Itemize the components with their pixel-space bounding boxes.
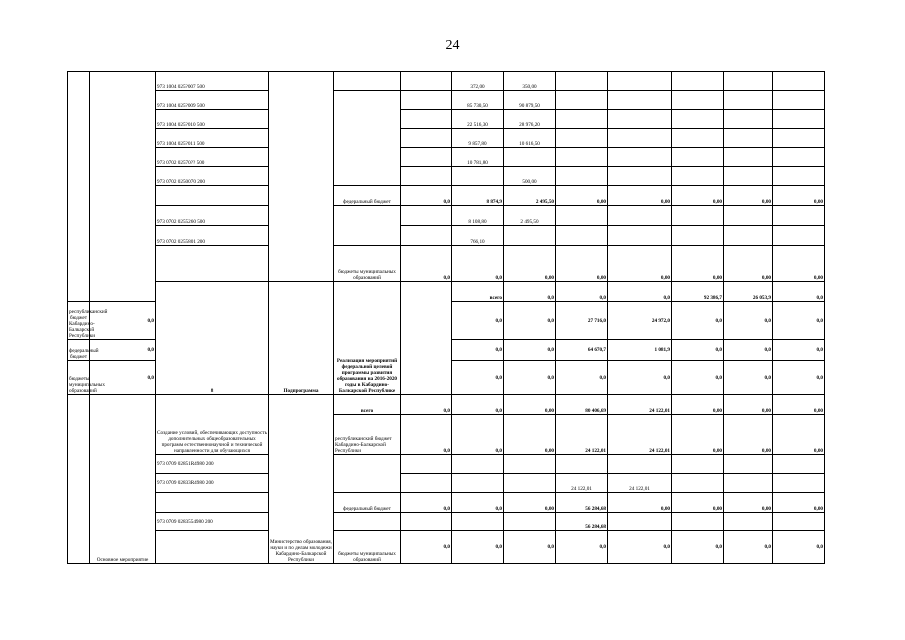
table-row: 973 1004 025?011 500 9 857,80 10 616,50: [68, 129, 825, 148]
federal-budget-label: федеральный бюджет: [334, 493, 401, 513]
table-row: бюджеты муниципальных образований 0,0 0,0 0,0 0,0 0,0 0,0 0,0 0,0: [68, 531, 825, 564]
total-label: всего: [334, 395, 401, 415]
budget-table: [67, 71, 825, 564]
budget-code: 973 0702 0255260 500: [156, 206, 269, 226]
table-row: 973 0702 0250070 200 500,00: [68, 167, 825, 186]
table-row: 973 1004 025?007 500 372,00 350,00: [68, 72, 825, 91]
row-type: Подпрограмма: [269, 282, 334, 395]
table-row: Основное мероприятие Создание условий, обеспечивающих доступность дополнительных общеобразовательных программ естественнонаучной и технической направленности для обучающихся Министерство образования, науки и по делам молодежи Кабардино-Балкарской Республики всего 0,0 0,0 0,00 80 406,69 24 122,01 0,00 0,00 0,00: [68, 395, 825, 415]
municipal-budget-label: бюджеты муниципальных образований: [68, 361, 90, 395]
table-row: федеральный бюджет 0,0 0,0 0,00 56 284,68 0,00 0,00 0,00 0,00: [68, 493, 825, 513]
table-row: 8 Подпрограмма Реализация мероприятий федеральной целевой программы развития образования на 2016-2020 годы в Кабардино-Балкарской Республике всего 0,0 0,0 0,0 92 386,7 26 053,9 0,0: [68, 282, 825, 302]
table-row: 973 0709 0283554980 200 56 284,68: [68, 513, 825, 531]
budget-code: 973 1004 025?010 500: [156, 110, 269, 129]
budget-code: 973 0709 02851R4980 200: [156, 455, 269, 474]
table-row: республиканский бюджет Кабардино-Балкарской Республики 0,0 0,0 0,0 27 716,0 24 972,0 0,0 0,0 0,0: [68, 302, 825, 340]
budget-code: 973 0702 02570?? 500: [156, 148, 269, 167]
budget-code: 973 0709 02833R4980 200: [156, 474, 269, 493]
budget-code: 973 1004 025?009 500: [156, 91, 269, 110]
responsible-executor: Министерство образования, науки и по делам молодежи Кабардино-Балкарской Республики: [269, 395, 334, 564]
municipal-budget-label: бюджеты муниципальных образований: [334, 531, 401, 564]
row-type: Основное мероприятие: [90, 395, 156, 564]
table-row: 973 0709 02833R4980 200 24 122,01 24 122,01: [68, 474, 825, 493]
federal-budget-label: федеральный бюджет: [68, 340, 90, 361]
table-row: 973 0702 0255801 200 766,10: [68, 226, 825, 246]
budget-code: 973 1004 025?011 500: [156, 129, 269, 148]
budget-code: 973 0702 0255801 200: [156, 226, 269, 246]
page-number: 24: [445, 38, 460, 53]
table-row: бюджеты муниципальных образований 0,0 0,0 0,00 0,00 0,00 0,00 0,00 0,00: [68, 246, 825, 282]
row-number: 8: [156, 282, 269, 395]
activity-name: Создание условий, обеспечивающих доступность дополнительных общеобразовательных программ естественнонаучной и технической направленности для обучающихся: [156, 395, 269, 455]
municipal-budget-label: бюджеты муниципальных образований: [334, 246, 401, 282]
republic-budget-label: республиканский бюджет Кабардино-Балкарской Республики: [68, 302, 90, 340]
table-row: 973 1004 025?010 500 22 516,30 28 976,20: [68, 110, 825, 129]
budget-code: 973 0709 0283554980 200: [156, 513, 269, 531]
table-row: бюджеты муниципальных образований 0,0 0,0 0,0 0,0 0,0 0,0 0,0 0,0: [68, 361, 825, 395]
table-row: 973 1004 025?009 500 85 730,50 90 879,50: [68, 91, 825, 110]
table-row: республиканский бюджет Кабардино-Балкарской Республики 0,0 0,0 0,00 24 122,01 24 122,01 0,00 0,00 0,00: [68, 415, 825, 455]
budget-code: 973 1004 025?007 500: [156, 72, 269, 91]
total-label: всего: [452, 282, 504, 302]
table-row: [68, 455, 825, 474]
subprogram-name: Реализация мероприятий федеральной целевой программы развития образования на 2016-2020 годы в Кабардино-Балкарской Республике: [334, 282, 401, 395]
table-row: 973 0702 0255260 500 8 108,80 2 495,50: [68, 206, 825, 226]
table-row: федеральный бюджет 0,0 8 874,9 2 495,50 0,00 0,00 0,00 0,00 0,00: [68, 186, 825, 206]
table-row: 973 0702 02570?? 500 10 781,80: [68, 148, 825, 167]
republic-budget-label: республиканский бюджет Кабардино-Балкарской Республики: [334, 415, 401, 455]
budget-code: 973 0702 0250070 200: [156, 167, 269, 186]
table-row: федеральный бюджет 0,0 0,0 0,0 64 670,7 1 081,9 0,0 0,0 0,0: [68, 340, 825, 361]
federal-budget-label: федеральный бюджет: [334, 186, 401, 206]
